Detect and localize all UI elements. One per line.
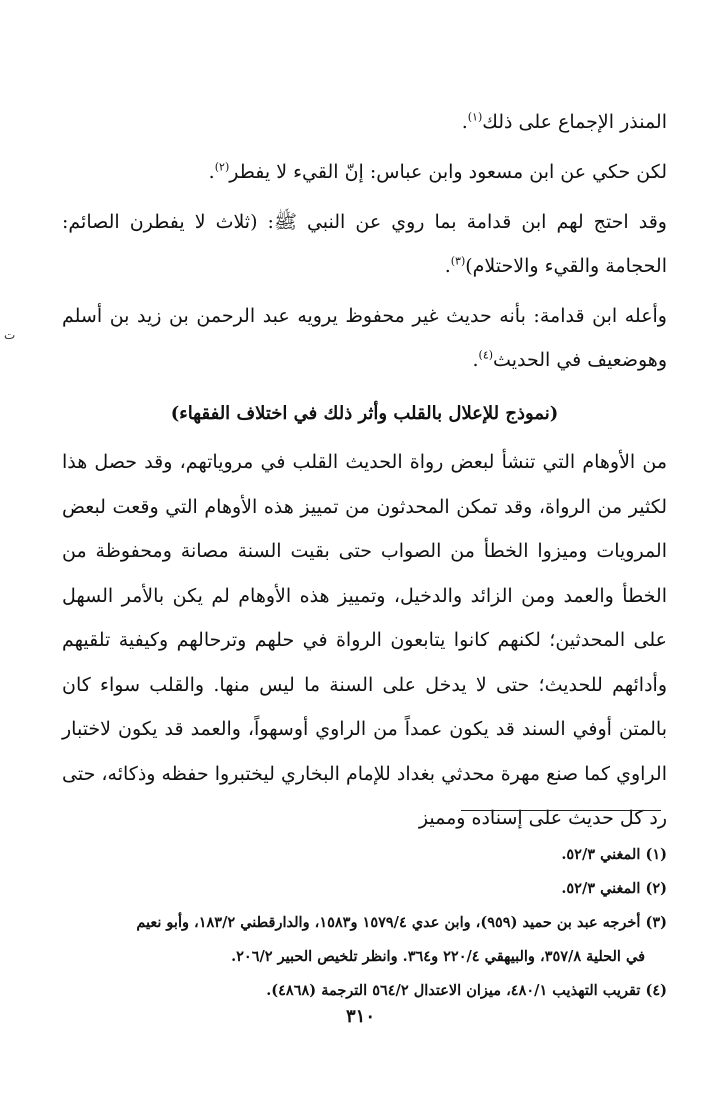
body-paragraph: من الأوهام التي تنشأ لبعض رواة الحديث القلب في مروياتهم، وقد حصل هذا لكثير من الرواة، وقد تمكن المحدثون من تمييز هذه الأوهام التي وقعت لبعض المرويات وميزوا الخطأ من الصواب حتى بقيت السنة مصانة ومحفوظة من الخطأ والعمد ومن الزائد والدخيل، وتمييز هذه الأوهام لم يكن بالأمر السهل على المحدثين؛ لكنهم كانوا يتابعون الرواة في حلهم وترحالهم وكيفية تلقيهم وأدائهم للحديث؛ حتى لا يدخل على السنة ما ليس منها. والقلب سواء كان بالمتن أوفي السند قد يكون عمداً من الراوي أوسهواً، والعمد قد يكون لاختبار الراوي كما صنع مهرة محدثي بغداد للإمام البخاري ليختبروا حفظه وذكائه، حتى رد كل حديث على إسناده ومميز — [62, 451, 667, 829]
footnote-4 — [60, 974, 667, 1008]
footnote-divider — [461, 810, 661, 811]
paragraph-3 — [62, 200, 667, 288]
paragraph-3-text: وقد احتج لهم ابن قدامة بما روي عن النبي ﷺ: (ثلاث لا يفطرن الصائم: الحجامة والقيء والاحتلام) — [62, 211, 667, 277]
paragraph-2-text: لكن حكي عن ابن مسعود وابن عباس: إنّ القيء لا يفطر — [229, 161, 667, 183]
footnote-ref-1[interactable]: (١) — [467, 110, 483, 124]
paragraph-1-end: . — [461, 111, 468, 133]
footnote-ref-4[interactable]: (٤) — [478, 348, 494, 362]
paragraph-1 — [62, 100, 667, 144]
paragraph-3-end: . — [444, 255, 451, 277]
paragraph-1-text: المنذر الإجماع على ذلك — [482, 111, 667, 133]
footnote-ref-3[interactable]: (٣) — [450, 254, 466, 268]
section-title: (نموذج للإعلال بالقلب وأثر ذلك في اختلاف الفقهاء) — [170, 403, 559, 424]
paragraph-4-text: وأعله ابن قدامة: بأنه حديث غير محفوظ يرويه عبد الرحمن بن زيد بن أسلم وهوضعيف في الحديث — [62, 305, 667, 371]
paragraph-2-end: . — [208, 161, 215, 183]
footnote-number: (١) — [645, 846, 667, 863]
edge-mark: ت — [4, 328, 16, 342]
footnotes — [60, 838, 667, 1008]
footnote-number: (٢) — [645, 880, 667, 897]
footnote-3-continuation: في الحلية ٣٥٧/٨، والبيهقي ٢٢٠/٤ و٣٦٤. وانظر تلخيص الحبير ٢٠٦/٢. — [231, 948, 645, 965]
paragraph-4-end: . — [472, 349, 479, 371]
page-body — [62, 100, 667, 841]
paragraph-4 — [62, 294, 667, 382]
paragraph-2 — [62, 150, 667, 194]
footnote-text: المغني ٥٢/٣. — [561, 880, 641, 897]
footnote-text: تقريب التهذيب ٤٨٠/١، ميزان الاعتدال ٥٦٤/٢ الترجمة (٤٨٦٨). — [266, 982, 641, 999]
footnote-text: المغني ٥٢/٣. — [561, 846, 641, 863]
footnote-1 — [60, 838, 667, 872]
footnote-number: (٤) — [645, 982, 667, 999]
footnote-ref-2[interactable]: (٢) — [214, 160, 230, 174]
footnote-2 — [60, 872, 667, 906]
footnote-3 — [60, 906, 667, 940]
page-number: ٣١٠ — [345, 1006, 375, 1027]
footnote-text: أخرجه عبد بن حميد (٩٥٩)، وابن عدي ١٥٧٩/٤ و١٥٨٣، والدارقطني ١٨٣/٢، وأبو نعيم — [136, 914, 641, 931]
footnote-number: (٣) — [645, 914, 667, 931]
